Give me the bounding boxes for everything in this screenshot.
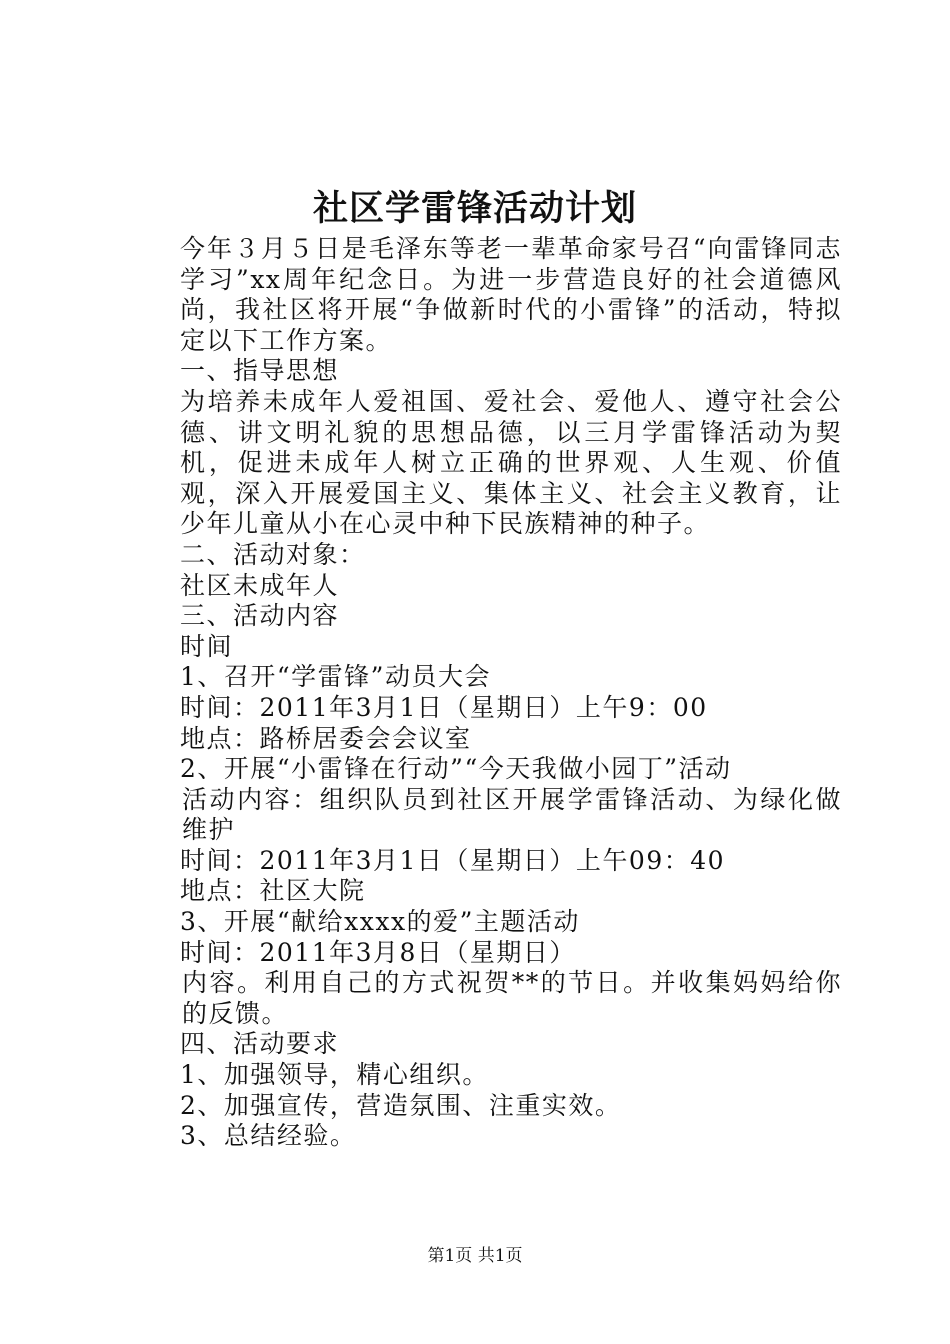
requirement-3: 3、总结经验。	[180, 1121, 357, 1151]
requirement-2: 2、加强宣传，营造氛围、注重实效。	[180, 1090, 622, 1120]
document-body	[130, 234, 842, 1152]
section-heading-target: 二、活动对象：	[180, 539, 366, 569]
document-title: 社区学雷锋活动计划	[312, 188, 637, 229]
activity-2-location: 地点：社区大院	[180, 876, 366, 906]
time-label: 时间	[180, 631, 234, 661]
activity-2-time: 时间：2011年3月1日（星期日）上午09：40	[180, 845, 726, 875]
activity-1-time: 时间：2011年3月1日（星期日）上午9：00	[180, 692, 708, 722]
guiding-thought-paragraph: 为培养未成年人爱祖国、爱社会、爱他人、遵守社会公德、讲文明礼貌的思想品德，以三月学雷锋活动为契机，促进未成年人树立正确的世界观、人生观、价值观，深入开展爱国主义、集体主义、社会主义教育，让少年儿童从小在心灵中种下民族精神的种子。	[180, 386, 842, 539]
requirement-1: 1、加强领导，精心组织。	[180, 1060, 489, 1090]
activity-3-time: 时间：2011年3月8日（星期日）	[180, 937, 576, 967]
activity-3-content: 内容。利用自己的方式祝贺**的节日。并收集妈妈给你的反馈。	[182, 968, 842, 1028]
section-heading-guiding-thought: 一、指导思想	[180, 356, 340, 386]
section-heading-content: 三、活动内容	[180, 601, 340, 631]
activity-2-title: 2、开展“小雷锋在行动”“今天我做小园丁”活动	[180, 754, 732, 784]
activity-1-title: 1、召开“学雷锋”动员大会	[180, 662, 491, 692]
target-text: 社区未成年人	[180, 570, 340, 600]
activity-2-content: 活动内容：组织队员到社区开展学雷锋活动、为绿化做维护	[182, 784, 842, 845]
activity-1-location: 地点：路桥居委会会议室	[180, 723, 472, 753]
page-footer: 第1页 共1页	[427, 1246, 523, 1266]
section-heading-requirements: 四、活动要求	[180, 1029, 340, 1059]
intro-paragraph: 今年３月５日是毛泽东等老一辈革命家号召“向雷锋同志学习”xx周年纪念日。为进一步营造良好的社会道德风尚，我社区将开展“争做新时代的小雷锋”的活动，特拟定以下工作方案。	[180, 234, 842, 355]
activity-3-title: 3、开展“献给xxxx的爱”主题活动	[180, 907, 580, 937]
